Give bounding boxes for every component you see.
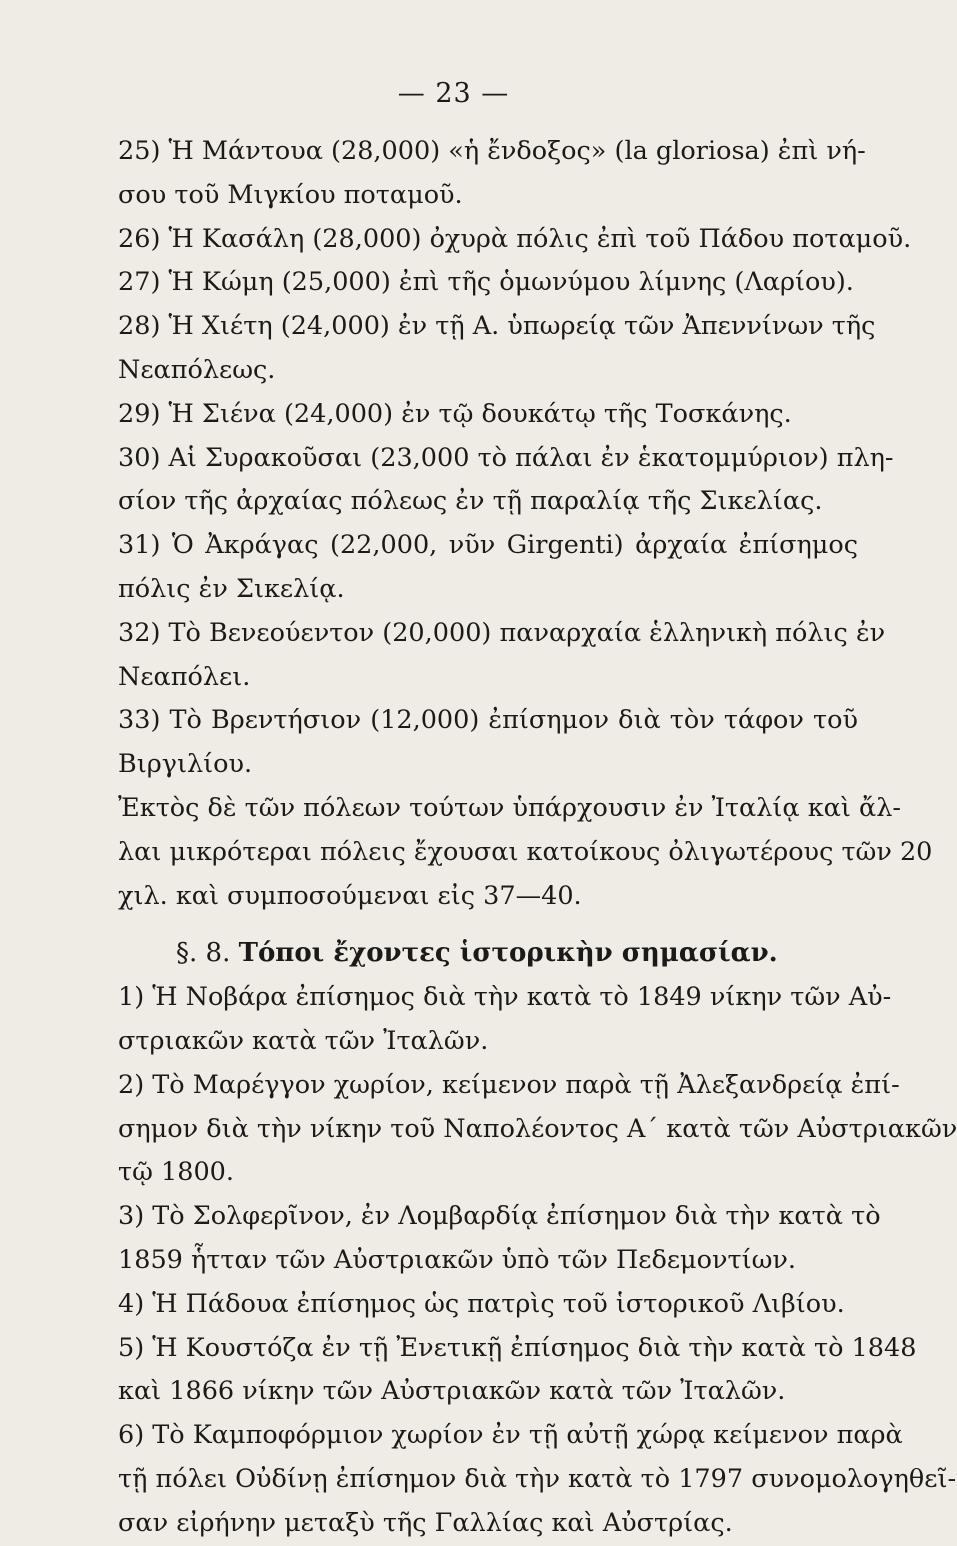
text-line: 30) Αἱ Συρακοῦσαι (23,000 τὸ πάλαι ἐν ἑκατομμύριον) πλη- [118, 442, 894, 473]
text-line: 5) Ἡ Κουστόζα ἐν τῇ Ἐνετικῇ ἐπίσημος διὰ τὴν κατὰ τὸ 1848 [118, 1332, 917, 1363]
section-heading [118, 932, 858, 976]
text-line: 4) Ἡ Πάδουα ἐπίσημος ὡς πατρὶς τοῦ ἱστορικοῦ Λιβίου. [118, 1288, 845, 1319]
text-line: τῷ 1800. [118, 1157, 235, 1188]
text-line: Νεαπόλει. [118, 661, 251, 692]
text-line: 2) Τὸ Μαρέγγον χωρίον, κείμενον παρὰ τῇ Ἀλεξανδρείᾳ ἐπί- [118, 1069, 900, 1100]
text-line: 3) Τὸ Σολφερῖνον, ἐν Λομβαρδίᾳ ἐπίσημον διὰ τὴν κατὰ τὸ [118, 1201, 881, 1232]
text-line: 32) Τὸ Βενεούεντον (20,000) παναρχαία ἑλληνικὴ πόλις ἐν [118, 617, 886, 648]
text-line: καὶ 1866 νίκην τῶν Αὐστριακῶν κατὰ τῶν Ἰταλῶν. [118, 1376, 786, 1407]
text-line: 33) Τὸ Βρεντήσιον (12,000) ἐπίσημον διὰ τὸν τάφον τοῦ [118, 705, 858, 736]
text-line: σημον διὰ τὴν νίκην τοῦ Ναπολέοντος Α΄ κατὰ τῶν Αὐστριακῶν [118, 1113, 957, 1144]
text-line: σαν εἰρήνην μεταξὺ τῆς Γαλλίας καὶ Αὐστρίας. [118, 1507, 733, 1538]
text-line: 26) Ἡ Κασάλη (28,000) ὀχυρὰ πόλις ἐπὶ τοῦ Πάδου ποταμοῦ. [118, 223, 912, 254]
historic-places-list [118, 976, 957, 1545]
text-line: 1859 ἧτταν τῶν Αὐστριακῶν ὑπὸ τῶν Πεδεμοντίων. [118, 1244, 796, 1275]
section-title: Τόποι ἔχοντες ἱστορικὴν σημασίαν. [238, 938, 778, 969]
text-line: 29) Ἡ Σιένα (24,000) ἐν τῷ δουκάτῳ τῆς Τοσκάνης. [118, 398, 792, 429]
text-line: τῇ πόλει Οὐδίνῃ ἐπίσημον διὰ τὴν κατὰ τὸ 1797 συνομολογηθεῖ- [118, 1463, 957, 1494]
text-line: 31) Ὁ Ἀκράγας (22,000, νῦν Girgenti) ἀρχαία ἐπίσημος [118, 530, 858, 561]
text-line: 25) Ἡ Μάντουα (28,000) «ἡ ἔνδοξος» (la gloriosa) ἐπὶ νή- [118, 136, 866, 166]
text-line: σίον τῆς ἀρχαίας πόλεως ἐν τῇ παραλίᾳ τῆς Σικελίας. [118, 486, 823, 517]
page-number: — 23 — [397, 78, 510, 109]
text-line: Βιργιλίου. [118, 749, 253, 780]
text-line: στριακῶν κατὰ τῶν Ἰταλῶν. [118, 1025, 489, 1056]
body-text [118, 130, 957, 1546]
text-line: σου τοῦ Μιγκίου ποταμοῦ. [118, 179, 463, 210]
text-line: χιλ. καὶ συμποσούμεναι εἰς 37—40. [118, 880, 582, 911]
text-line: πόλις ἐν Σικελίᾳ. [118, 573, 345, 604]
text-line: λαι μικρότεραι πόλεις ἔχουσαι κατοίκους ὀλιγωτέρους τῶν 20 [118, 836, 933, 867]
city-list [118, 130, 933, 918]
section-number: §. 8. [176, 938, 231, 969]
text-line: 6) Τὸ Καμποφόρμιον χωρίον ἐν τῇ αὐτῇ χώρᾳ κείμενον παρὰ [118, 1420, 903, 1451]
text-line: Ἐκτὸς δὲ τῶν πόλεων τούτων ὑπάρχουσιν ἐν Ἰταλίᾳ καὶ ἄλ- [118, 792, 901, 823]
text-line: 28) Ἡ Χιέτη (24,000) ἐν τῇ Α. ὑπωρείᾳ τῶν Ἀπεννίνων τῆς [118, 311, 876, 342]
text-line: 27) Ἡ Κώμη (25,000) ἐπὶ τῆς ὁμωνύμου λίμνης (Λαρίου). [118, 267, 854, 298]
text-line: 1) Ἡ Νοβάρα ἐπίσημος διὰ τὴν κατὰ τὸ 1849 νίκην τῶν Αὐ- [118, 982, 892, 1013]
text-line: Νεαπόλεως. [118, 354, 276, 385]
